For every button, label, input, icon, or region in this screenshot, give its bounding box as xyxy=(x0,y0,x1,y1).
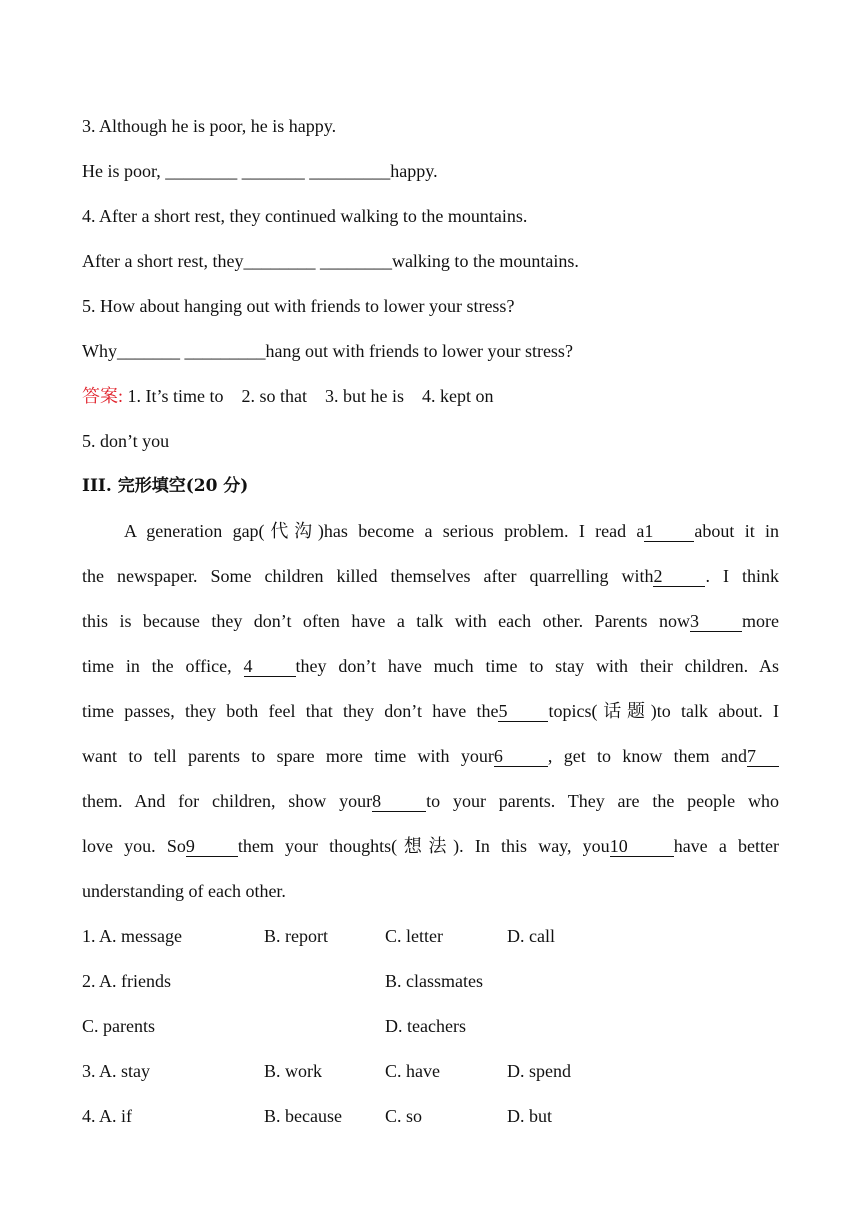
passage-line-3 xyxy=(82,609,779,633)
passage-line-6 xyxy=(82,744,779,768)
option-1d: D. call xyxy=(507,926,555,946)
blank-2: 2 xyxy=(653,566,705,587)
passage-text: to your parents. They are the people who xyxy=(426,791,779,811)
passage-text: , get to know them and xyxy=(547,746,747,766)
passage-line-4 xyxy=(82,654,779,678)
blank-5: 5 xyxy=(498,701,548,722)
passage-text: more xyxy=(742,611,779,631)
passage-line-2 xyxy=(82,564,779,588)
option-2b: B. classmates xyxy=(385,971,483,991)
option-1a: 1. A. message xyxy=(82,926,182,946)
passage-line-7 xyxy=(82,789,779,813)
answer-values: 1. It’s time to 2. so that 3. but he is 4. kept on xyxy=(123,386,494,406)
passage-line-1 xyxy=(124,519,779,543)
option-1b: B. report xyxy=(264,926,328,946)
question-4-answer-line: After a short rest, they________ ________walking to the mountains. xyxy=(82,251,579,271)
answer-key-line-1 xyxy=(82,384,494,408)
blank-6: 6 xyxy=(494,746,548,767)
question-5-answer-line: Why_______ _________hang out with friends to lower your stress? xyxy=(82,341,573,361)
blank-7: 7 xyxy=(747,746,779,767)
passage-text: time passes, they both feel that they don’t have the xyxy=(82,701,499,721)
option-3d: D. spend xyxy=(507,1061,571,1081)
question-5: 5. How about hanging out with friends to lower your stress? xyxy=(82,296,515,316)
option-4a: 4. A. if xyxy=(82,1106,133,1126)
blank-10: 10 xyxy=(610,836,674,857)
passage-text: . I think xyxy=(705,566,779,586)
blank-1: 1 xyxy=(644,521,694,542)
passage-text: the newspaper. Some children killed themselves after quarrelling with xyxy=(82,566,654,586)
passage-line-9: understanding of each other. xyxy=(82,881,286,901)
blank-8: 8 xyxy=(372,791,426,812)
option-2a: 2. A. friends xyxy=(82,971,171,991)
option-4d: D. but xyxy=(507,1106,552,1126)
passage-text: have a better xyxy=(673,836,779,856)
option-3b: B. work xyxy=(264,1061,322,1081)
option-3a: 3. A. stay xyxy=(82,1061,151,1081)
passage-text: time in the office, xyxy=(82,656,244,676)
passage-text: them your thoughts(想法). In this way, you xyxy=(237,836,610,856)
blank-3: 3 xyxy=(690,611,742,632)
passage-text: about it in xyxy=(694,521,779,541)
passage-line-8 xyxy=(82,834,779,858)
passage-text: A generation gap(代沟)has become a serious problem. I read a xyxy=(124,521,645,541)
question-3-answer-line: He is poor, ________ _______ _________happy. xyxy=(82,161,438,181)
passage-text: want to tell parents to spare more time with your xyxy=(82,746,494,766)
passage-text: them. And for children, show your xyxy=(82,791,373,811)
blank-9: 9 xyxy=(186,836,238,857)
section-title: III. 完形填空(20 分) xyxy=(82,476,249,496)
passage-text: they don’t have much time to stay with their children. As xyxy=(295,656,779,676)
answer-label: 答案: xyxy=(82,386,124,406)
answer-key-line-2: 5. don’t you xyxy=(82,431,170,451)
option-2d: D. teachers xyxy=(385,1016,466,1036)
passage-text: this is because they don’t often have a talk with each other. Parents now xyxy=(82,611,691,631)
question-3: 3. Although he is poor, he is happy. xyxy=(82,116,337,136)
option-4c: C. so xyxy=(385,1106,423,1126)
passage-text: love you. So xyxy=(82,836,186,856)
option-3c: C. have xyxy=(385,1061,440,1081)
option-1c: C. letter xyxy=(385,926,443,946)
option-2c: C. parents xyxy=(82,1016,155,1036)
question-4: 4. After a short rest, they continued walking to the mountains. xyxy=(82,206,528,226)
passage-text: topics(话题)to talk about. I xyxy=(548,701,779,721)
option-4b: B. because xyxy=(264,1106,342,1126)
passage-line-5 xyxy=(82,699,779,723)
blank-4: 4 xyxy=(244,656,296,677)
